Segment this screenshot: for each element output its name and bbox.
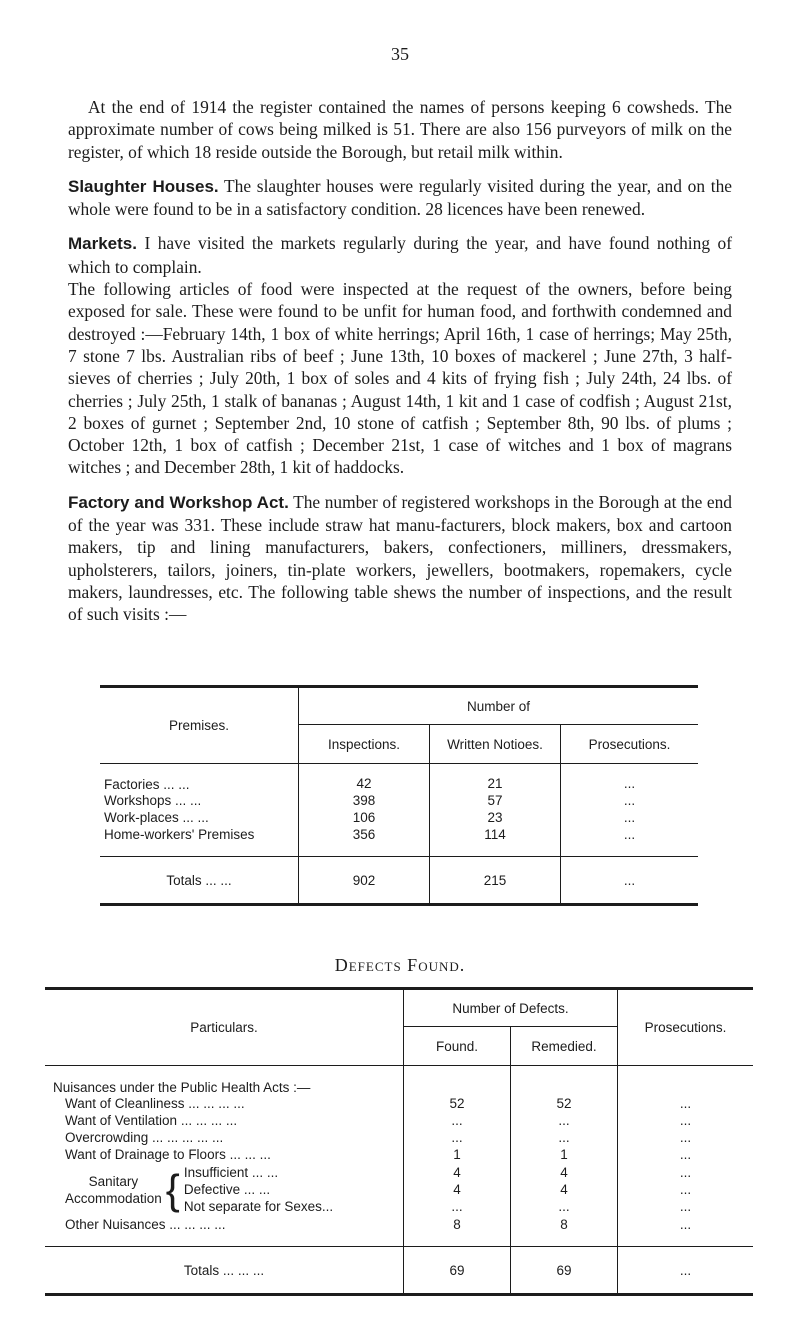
header-prosecutions-2: Prosecutions. <box>644 1020 727 1035</box>
row-written: 57 <box>430 792 561 809</box>
totals-row <box>100 857 698 905</box>
table-row <box>45 1095 753 1112</box>
sanitary-found: 4 <box>453 1182 461 1197</box>
sanitary-group <box>45 1163 753 1216</box>
page-number: 35 <box>391 44 409 64</box>
row-label: Want of Cleanliness ... ... ... ... <box>45 1095 404 1112</box>
sanitary-remedied: ... <box>558 1199 570 1214</box>
row-inspections: 398 <box>299 792 430 809</box>
paragraph-milk: At the end of 1914 the register contained the names of persons keeping 6 cowsheds. The approximate number of cows being milked is 51. There are also 156 purveyors of milk on the register, of which 18 reside outside the Borough, but retail milk within. <box>68 97 732 162</box>
markets-text: I have visited the markets regularly during the year, and have found nothing of which to complain. <box>68 233 732 277</box>
paragraph-food: The following articles of food were inspected at the request of the owners, before being exposed for sale. These were found to be unfit for human food, and forthwith condemned and destroyed :—February 14th, 1 box of white herrings; April 16th, 1 case of herrings; May 25th, 7 stone 7 lbs. Australian ribs of beef ; June 13th, 10 boxes of mackerel ; June 27th, 3 half-sieves of cherries ; July 20th, 1 box of soles and 4 kits of frying fish ; July 24th, 24 lbs. of cherries ; July 25th, 1 stalk of bananas ; August 14th, 1 kit and 1 case of codfish ; August 21st, 2 boxes of gurnet ; September 2nd, 10 stone of catfish ; September 8th, 90 lbs. of plums ; October 12th, 1 box of catfish ; December 21st, 1 case of witches and 1 box of magrans witches ; and December 28th, 1 kit of haddocks. <box>68 279 732 478</box>
row-remedied: ... <box>511 1112 618 1129</box>
defects-table <box>45 987 753 1296</box>
paragraph-factory <box>68 491 732 626</box>
header-written-notices: Written Notioes. <box>430 725 561 764</box>
table-row <box>100 792 698 809</box>
header-inspections: Inspections. <box>299 725 430 764</box>
totals-label: Totals ... ... ... <box>45 1247 404 1295</box>
sanitary-label: Sanitary <box>88 1173 139 1189</box>
markets-heading: Markets. <box>68 234 137 254</box>
row-written: 114 <box>430 826 561 857</box>
row-remedied: 8 <box>511 1216 618 1247</box>
row-remedied: 52 <box>511 1095 618 1112</box>
header-number-of: Number of <box>299 687 699 725</box>
row-remedied: ... <box>511 1129 618 1146</box>
table-row <box>45 1129 753 1146</box>
row-inspections: 106 <box>299 809 430 826</box>
row-label: Other Nuisances ... ... ... ... <box>45 1216 404 1247</box>
row-found: ... <box>404 1112 511 1129</box>
header-number-of-defects: Number of Defects. <box>404 989 618 1027</box>
row-prosecutions: ... <box>679 1113 692 1128</box>
paragraph-slaughter <box>68 175 732 221</box>
sanitary-remedied: 4 <box>560 1165 568 1180</box>
nuisances-intro: Nuisances under the Public Health Acts :— <box>45 1066 404 1096</box>
sanitary-prosecutions: ... <box>679 1182 692 1197</box>
totals-remedied: 69 <box>511 1247 618 1295</box>
sanitary-remedied: 4 <box>560 1182 568 1197</box>
sanitary-found: ... <box>451 1199 463 1214</box>
totals-prosecutions: ... <box>623 872 636 888</box>
row-inspections: 42 <box>299 764 430 793</box>
sanitary-prosecutions: ... <box>679 1165 692 1180</box>
totals-inspections: 902 <box>299 857 430 905</box>
table-row <box>45 1216 753 1247</box>
row-found: 52 <box>404 1095 511 1112</box>
sanitary-found: 4 <box>453 1165 461 1180</box>
header-prosecutions: Prosecutions. <box>588 736 671 752</box>
row-label: Overcrowding ... ... ... ... ... <box>45 1129 404 1146</box>
row-label: Work-places ... ... <box>100 809 299 826</box>
row-label: Workshops ... ... <box>100 792 299 809</box>
factory-heading: Factory and Workshop Act. <box>68 492 289 512</box>
totals-row <box>45 1247 753 1295</box>
table-row <box>45 1112 753 1129</box>
header-found: Found. <box>404 1027 511 1066</box>
table-row <box>100 764 698 793</box>
table-row <box>100 826 698 857</box>
row-label: Want of Ventilation ... ... ... ... <box>45 1112 404 1129</box>
inspections-table <box>100 685 698 906</box>
row-found: 1 <box>404 1146 511 1163</box>
row-prosecutions: ... <box>679 1147 692 1162</box>
totals-written: 215 <box>430 857 561 905</box>
header-particulars: Particulars. <box>45 989 404 1066</box>
row-written: 21 <box>430 764 561 793</box>
row-written: 23 <box>430 809 561 826</box>
brace-icon: { <box>165 1165 180 1213</box>
row-label: Home-workers' Premises <box>100 826 299 857</box>
table-row <box>100 809 698 826</box>
slaughter-heading: Slaughter Houses. <box>68 176 219 196</box>
row-label: Factories ... ... <box>100 764 299 793</box>
body-text <box>68 96 732 638</box>
row-prosecutions: ... <box>679 1130 692 1145</box>
sanitary-row-label: Not separate for Sexes... <box>183 1199 334 1214</box>
slaughter-text: The slaughter houses were regularly visited during the year, and on the whole were found to be in a satisfactory condition. 28 licences have been renewed. <box>68 175 732 220</box>
header-premises: Premises. <box>100 687 299 764</box>
row-label: Want of Drainage to Floors ... ... ... <box>45 1146 404 1163</box>
row-prosecutions: ... <box>623 810 636 825</box>
row-inspections: 356 <box>299 826 430 857</box>
row-remedied: 1 <box>511 1146 618 1163</box>
table-row <box>45 1146 753 1163</box>
section-title-defects: Defects Found. <box>334 955 466 975</box>
row-prosecutions: ... <box>623 827 636 842</box>
factory-text: The number of registered workshops in the Borough at the end of the year was 331. These include straw hat manu-facturers, block makers, box and cartoon makers, tip and lining manufacturers, bakers, confectioners, milliners, dressmakers, upholsterers, tailors, joiners, tin-plate workers, jewellers, bootmakers, ropemakers, cycle makers, laundresses, etc. The following table shews the number of inspections, and the result of such visits :— <box>68 491 733 625</box>
row-prosecutions: ... <box>623 776 636 791</box>
header-remedied: Remedied. <box>511 1027 618 1066</box>
totals-prosecutions: ... <box>679 1262 692 1278</box>
row-found: 8 <box>404 1216 511 1247</box>
sanitary-prosecutions: ... <box>679 1199 692 1214</box>
row-prosecutions: ... <box>679 1096 692 1111</box>
row-prosecutions: ... <box>623 793 636 808</box>
row-found: ... <box>404 1129 511 1146</box>
sanitary-row-label: Insufficient ... ... <box>183 1165 279 1180</box>
sanitary-row-label: Defective ... ... <box>183 1182 271 1197</box>
accommodation-label: Accommodation <box>65 1190 162 1206</box>
totals-found: 69 <box>404 1247 511 1295</box>
paragraph-markets <box>68 232 732 278</box>
totals-label: Totals ... ... <box>100 857 299 905</box>
row-prosecutions: ... <box>679 1217 692 1232</box>
